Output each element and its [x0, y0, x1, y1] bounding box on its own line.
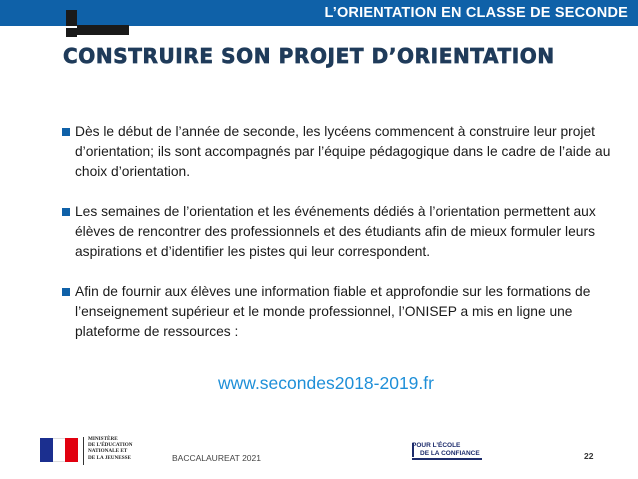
- bullet-text: Afin de fournir aux élèves une information fiable et approfondie sur les formations de l’enseignement supérieur et le monde professionnel, l’ONISEP a mis en ligne une plateforme de ressources :: [75, 284, 591, 339]
- ministere-line: MINISTÈRE: [88, 436, 118, 442]
- corner-bracket-gap: [66, 26, 77, 28]
- square-bullet-icon: [62, 288, 70, 296]
- page-number: 22: [584, 451, 594, 461]
- square-bullet-icon: [62, 128, 70, 136]
- ecole-line-2: DE LA CONFIANCE: [420, 450, 480, 457]
- french-flag-icon: [40, 438, 78, 462]
- ministere-logo: [40, 436, 158, 468]
- slide-title: CONSTRUIRE SON PROJET D’ORIENTATION: [63, 44, 555, 68]
- square-bullet-icon: [62, 208, 70, 216]
- bullet-item: [61, 202, 621, 262]
- ministere-line: DE LA JEUNESSE: [88, 454, 131, 461]
- ministere-name: [88, 436, 160, 461]
- bullet-list: [61, 122, 621, 342]
- ecole-line-1: POUR L’ÉCOLE: [412, 442, 461, 449]
- bullet-item: [61, 122, 621, 182]
- banner-title: L’ORIENTATION EN CLASSE DE SECONDE: [324, 5, 628, 21]
- ministere-line: DE L’ÉDUCATION: [88, 442, 133, 449]
- ministere-line: NATIONALE ET: [88, 448, 128, 455]
- bullet-text: Dès le début de l’année de seconde, les lycéens commencent à construire leur projet d’orientation; ils sont accompagnés par l’équipe pédagogique dans le cadre de l’aide au choix d’orientation.: [75, 124, 611, 179]
- bullet-text: Les semaines de l’orientation et les événements dédiés à l’orientation permettent aux élèves de rencontrer des professionnels et des étudiants afin de mieux formuler leurs aspirations et d’identifier les pistes qui leur correspondent.: [75, 204, 596, 259]
- logo-underline: [412, 458, 482, 460]
- header-banner: [0, 0, 638, 26]
- footer-event-label: BACCALAUREAT 2021: [172, 453, 261, 463]
- bullet-item: [61, 282, 621, 342]
- resource-link[interactable]: www.secondes2018-2019.fr: [218, 373, 434, 393]
- logo-divider: [83, 437, 84, 465]
- ecole-confiance-logo: [412, 442, 492, 464]
